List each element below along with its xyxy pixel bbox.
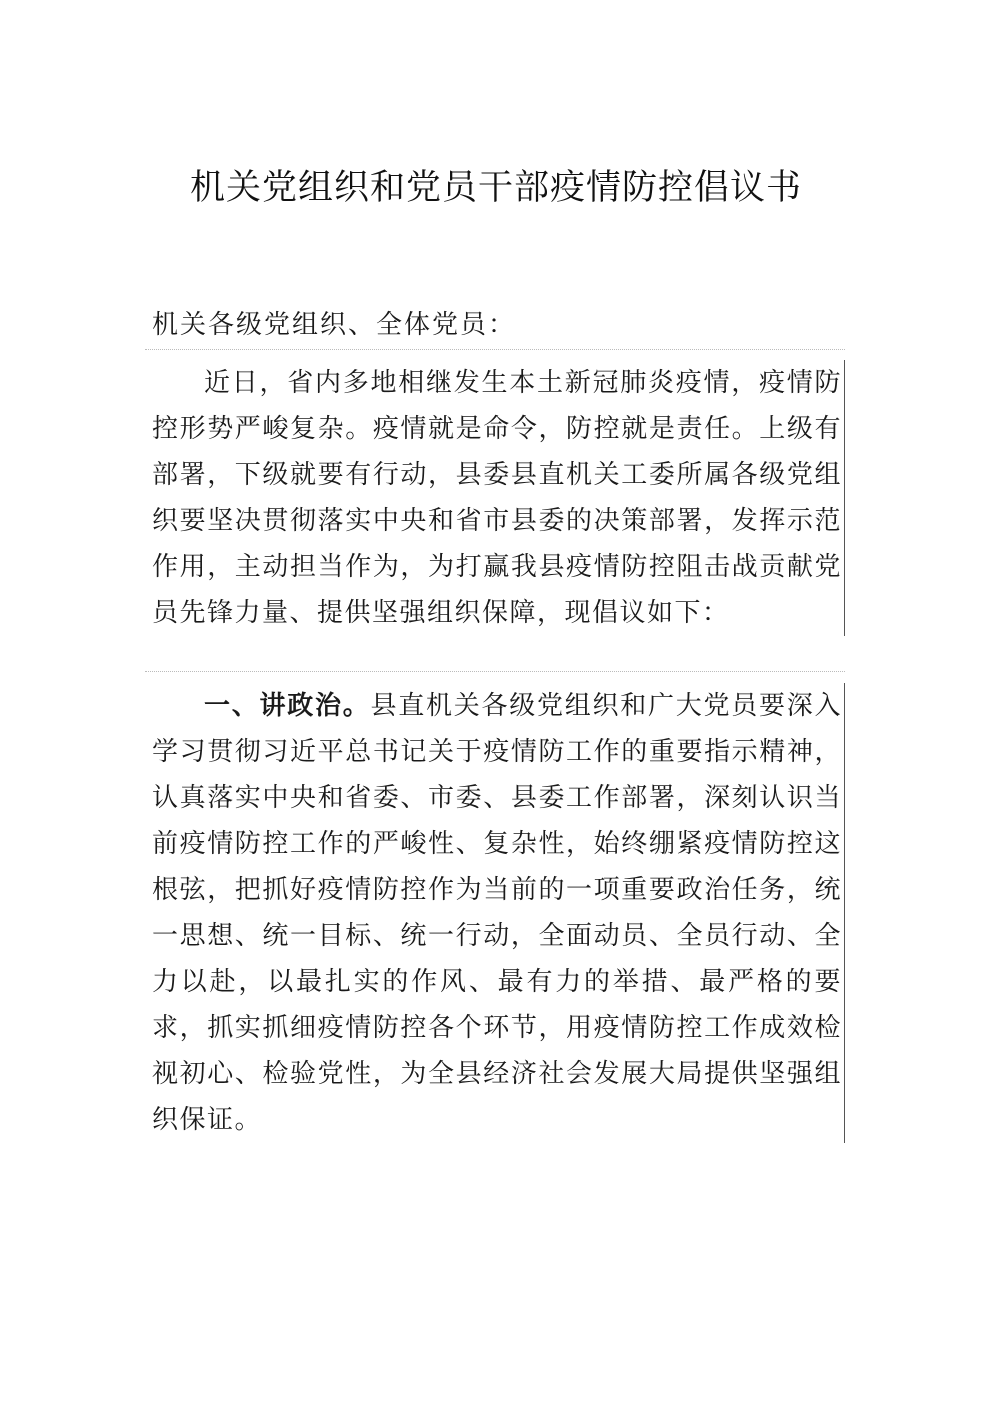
paragraph-intro xyxy=(152,360,845,636)
paragraph-text: 县直机关各级党组织和广大党员要深入学习贯彻习近平总书记关于疫情防工作的重要指示精神，认真落实中央和省委、市委、县委工作部署，深刻认识当前疫情防控工作的严峻性、复杂性，始终绷紧疫情防控这根弦，把抓好疫情防控作为当前的一项重要政治任务，统一思想、统一目标、统一行动，全面动员、全员行动、全力以赴，以最扎实的作风、最有力的举措、最严格的要求，抓实抓细疫情防控各个环节，用疫情防控工作成效检视初心、检验党性，为全县经济社会发展大局提供坚强组织保证。 xyxy=(152,691,842,1135)
salutation: 机关各级党组织、全体党员： xyxy=(152,310,517,340)
paragraph-section-1 xyxy=(152,683,845,1143)
document-title: 机关党组织和党员干部疫情防控倡议书 xyxy=(189,168,802,208)
paragraph-divider xyxy=(145,349,845,350)
section-heading: 一、讲政治。 xyxy=(204,691,371,721)
paragraph-divider xyxy=(145,671,845,672)
paragraph-text: 近日，省内多地相继发生本土新冠肺炎疫情，疫情防控形势严峻复杂。疫情就是命令，防控就是责任。上级有部署，下级就要有行动，县委县直机关工委所属各级党组织要坚决贯彻落实中央和省市县委的决策部署，发挥示范作用，主动担当作为，为打赢我县疫情防控阻击战贡献党员先锋力量、提供坚强组织保障，现倡议如下： xyxy=(152,368,842,628)
